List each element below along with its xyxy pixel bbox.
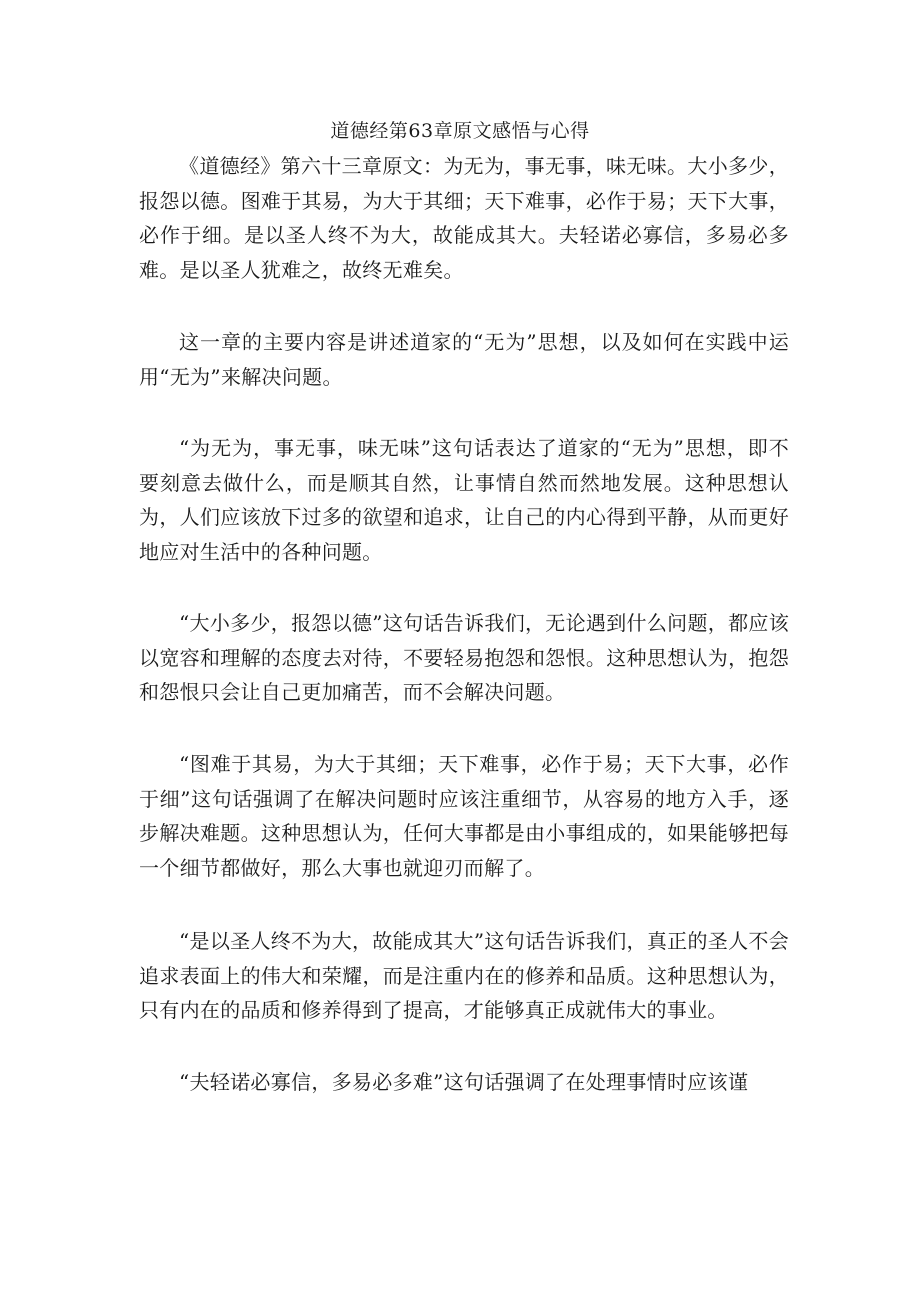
paragraph-wuwei: “为无为，事无事，味无味”这句话表达了道家的“无为”思想，即不要刻意去做什么，而是顺其自然，让事情自然而然地发展。这种思想认为，人们应该放下过多的欲望和追求，让自己的内心得到平静，从而更好地应对生活中的各种问题。 [139,436,789,564]
paragraph-chapter-summary: 这一章的主要内容是讲述道家的“无为”思想，以及如何在实践中运用“无为”来解决问题。 [139,330,789,389]
paragraph-shengren: “是以圣人终不为大，故能成其大”这句话告诉我们，真正的圣人不会追求表面上的伟大和荣耀，而是注重内在的修养和品质。这种思想认为，只有内在的品质和修养得到了提高，才能够真正成就伟大的事业。 [139,929,789,1023]
paragraph-qingnuo: “夫轻诺必寡信，多易必多难”这句话强调了在处理事情时应该谨 [179,1070,749,1094]
paragraph-baoyuan-yide: “大小多少，报怨以德”这句话告诉我们，无论遇到什么问题，都应该以宽容和理解的态度去对待，不要轻易抱怨和怨恨。这种思想认为，抱怨和怨恨只会让自己更加痛苦，而不会解决问题。 [139,611,789,705]
paragraph-original-text: 《道德经》第六十三章原文：为无为，事无事，味无味。大小多少，报怨以德。图难于其易，为大于其细；天下难事，必作于易；天下大事，必作于细。是以圣人终不为大，故能成其大。夫轻诺必寡信，多易必多难。是以圣人犹难之，故终无难矣。 [139,154,789,282]
paragraph-tunan-yuyi: “图难于其易，为大于其细；天下难事，必作于易；天下大事，必作于细”这句话强调了在解决问题时应该注重细节，从容易的地方入手，逐步解决难题。这种思想认为，任何大事都是由小事组成的，如果能够把每一个细节都做好，那么大事也就迎刃而解了。 [139,752,789,880]
document-title: 道德经第63章原文感悟与心得 [330,120,590,142]
